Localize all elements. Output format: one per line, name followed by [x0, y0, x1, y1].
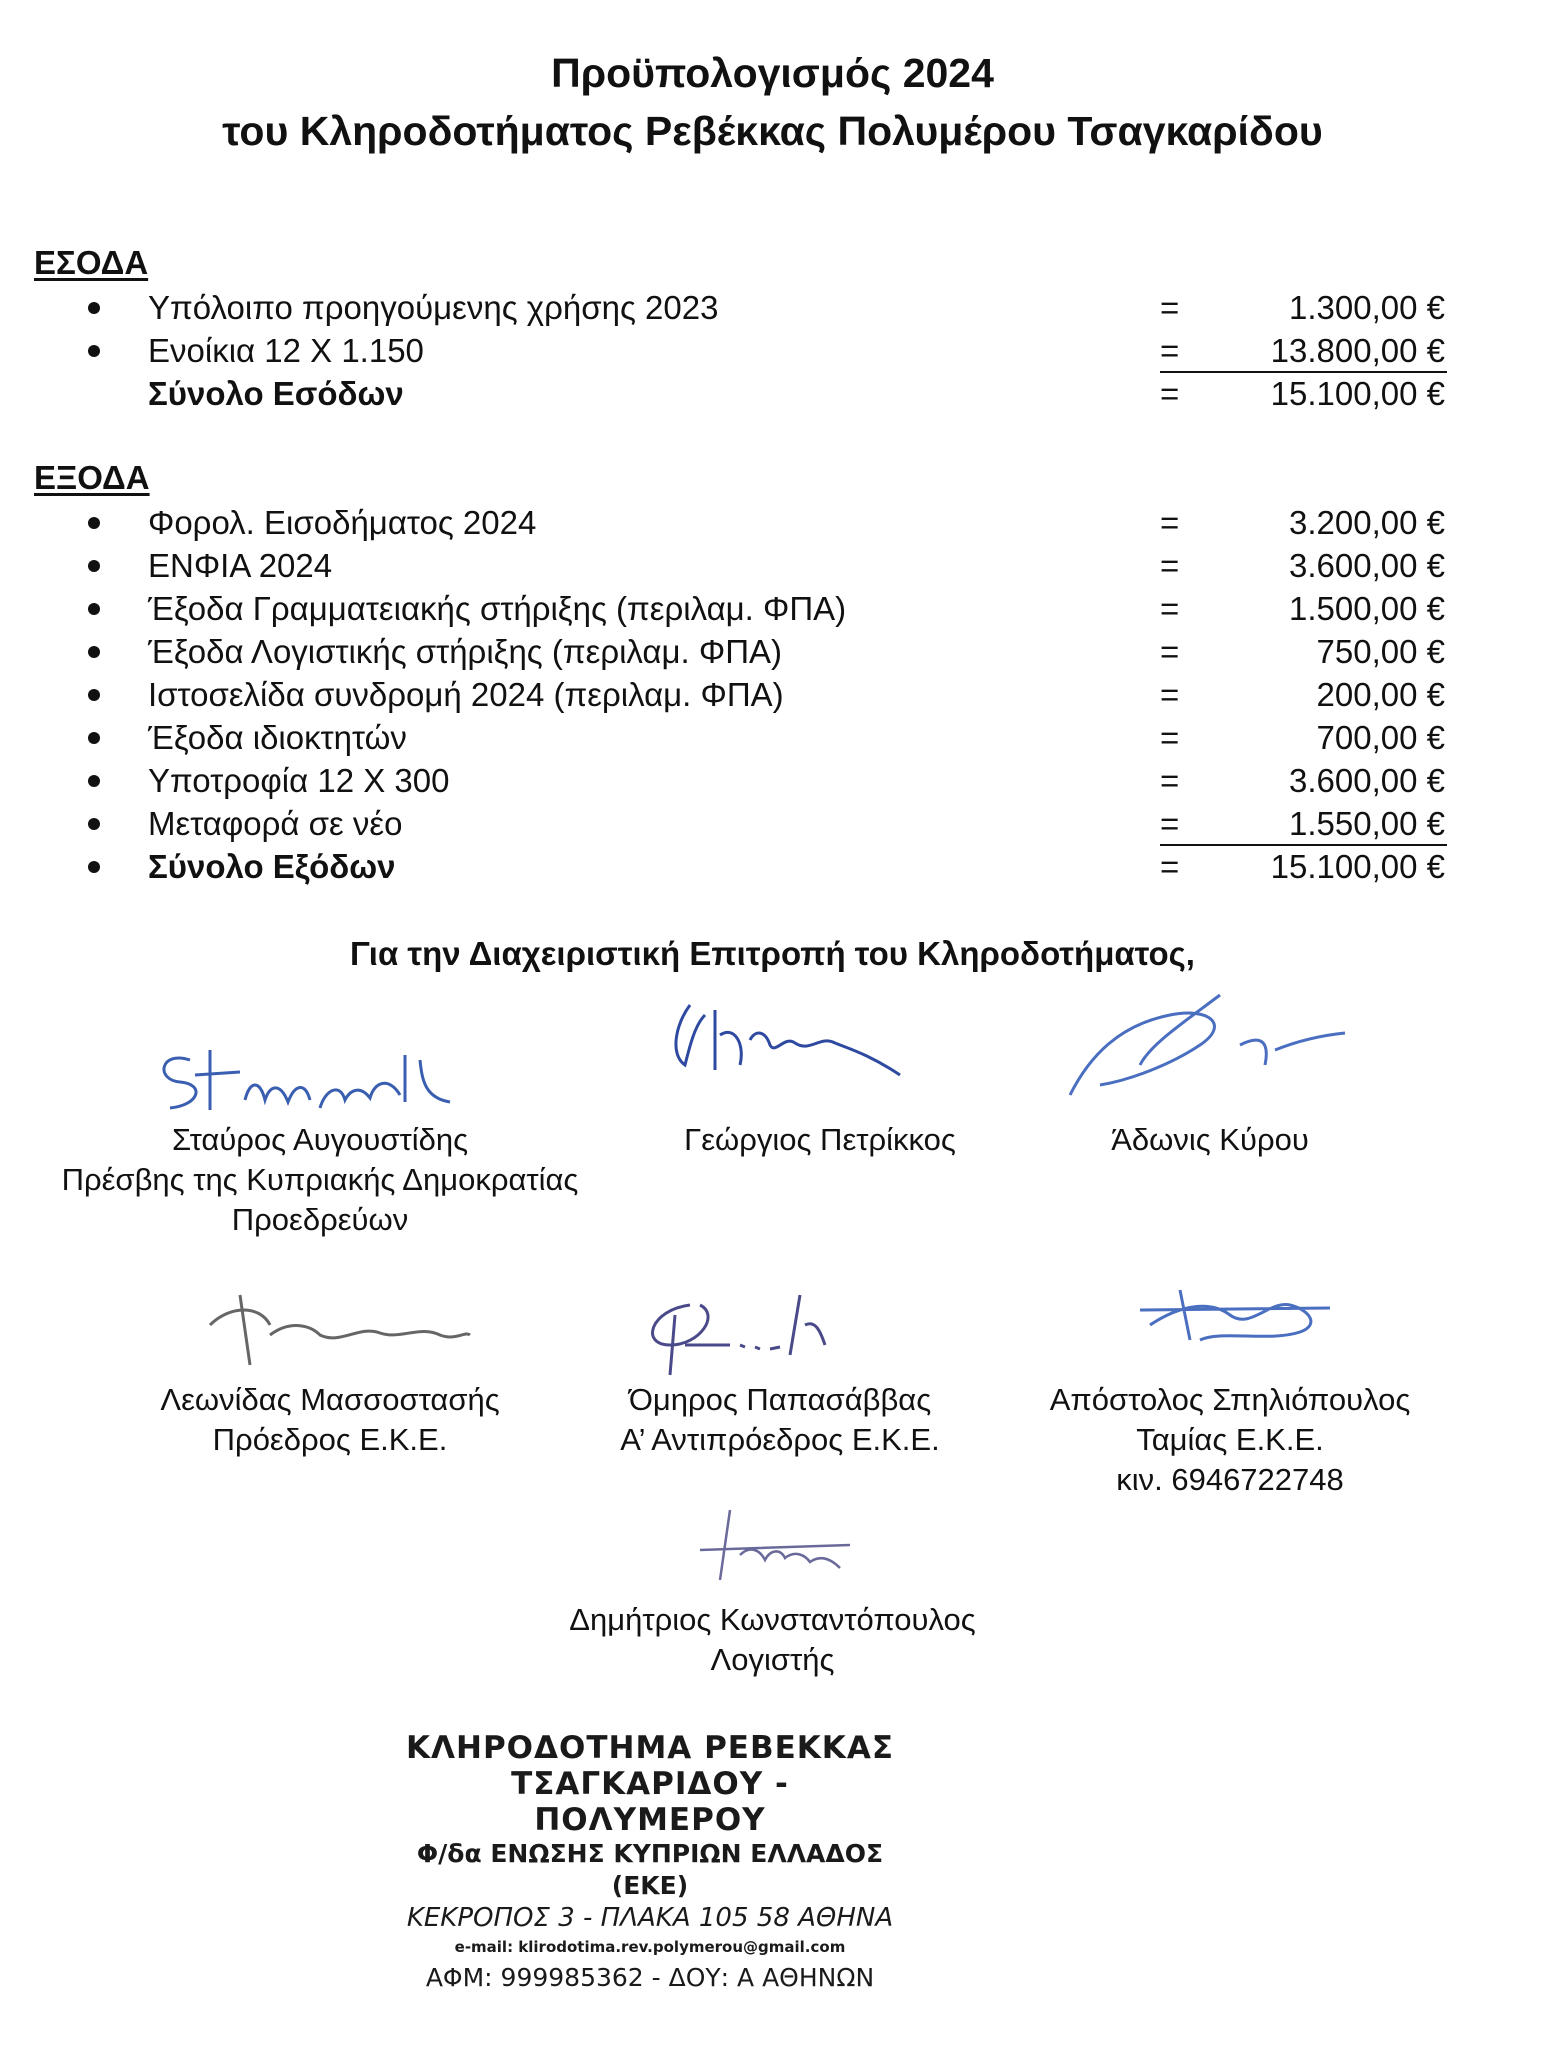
signatory-role: Α’ Αντιπρόεδρος Ε.Κ.Ε. — [620, 1422, 940, 1457]
expense-row — [0, 590, 1545, 638]
signatory-block — [40, 1120, 600, 1240]
subtotal-underline — [1160, 844, 1447, 846]
signatory-name: Απόστολος Σπηλιόπουλος — [1049, 1382, 1411, 1417]
expense-item-label: Έξοδα Γραμματειακής στήριξης (περιλαμ. ΦΠΑ) — [148, 590, 847, 627]
signatory-name: Δημήτριος Κωνσταντόπουλος — [569, 1602, 976, 1637]
equals-sign: = — [1160, 547, 1180, 584]
stamp-line: Φ/δα ΕΝΩΣΗΣ ΚΥΠΡΙΩΝ ΕΛΛΑΔΟΣ (ΕΚΕ) — [416, 1839, 884, 1900]
signature-image — [630, 1275, 870, 1385]
equals-sign: = — [1160, 676, 1180, 713]
bullet-icon — [88, 517, 100, 529]
organization-stamp — [400, 1730, 900, 1996]
income-total-row — [0, 375, 1545, 423]
expense-item-label: Φορολ. Εισοδήματος 2024 — [148, 504, 537, 541]
equals-sign: = — [1160, 332, 1180, 369]
income-item-amount: 1.300,00 € — [1289, 289, 1445, 326]
expense-row — [0, 633, 1545, 681]
expense-row — [0, 762, 1545, 810]
document-subtitle: του Κληροδοτήματος Ρεβέκκας Πολυμέρου Τσαγκαρίδου — [222, 108, 1323, 154]
signature-image — [660, 985, 920, 1095]
signatory-role: Λογιστής — [710, 1642, 835, 1677]
expense-item-label: Έξοδα Λογιστικής στήριξης (περιλαμ. ΦΠΑ) — [148, 633, 783, 670]
expense-item-label: Ιστοσελίδα συνδρομή 2024 (περιλαμ. ΦΠΑ) — [148, 676, 784, 713]
expense-row — [0, 676, 1545, 724]
bullet-icon — [88, 732, 100, 744]
expense-item-label: Μεταφορά σε νέο — [148, 805, 403, 842]
expense-item-amount: 3.600,00 € — [1289, 762, 1445, 799]
equals-sign: = — [1160, 504, 1180, 541]
expense-total-row — [0, 848, 1545, 896]
subtotal-underline — [1160, 371, 1447, 373]
equals-sign: = — [1160, 805, 1180, 842]
income-item-label: Υπόλοιπο προηγούμενης χρήσης 2023 — [148, 289, 719, 326]
equals-sign: = — [1160, 375, 1180, 412]
expense-row — [0, 504, 1545, 552]
expense-item-label: Έξοδα ιδιοκτητών — [148, 719, 407, 756]
expense-total-label: Σύνολο Εξόδων — [148, 848, 396, 885]
signature-image — [1120, 1270, 1360, 1360]
committee-heading: Για την Διαχειριστική Επιτροπή του Κληροδοτήματος, — [350, 935, 1195, 972]
bullet-icon — [88, 861, 100, 873]
income-row — [0, 289, 1545, 337]
expense-item-amount: 1.500,00 € — [1289, 590, 1445, 627]
signatory-block — [1010, 1380, 1450, 1500]
signatory-block — [130, 1380, 530, 1460]
signatory-name: Γεώργιος Πετρίκκος — [684, 1122, 956, 1157]
equals-sign: = — [1160, 633, 1180, 670]
income-row — [0, 332, 1545, 380]
signatory-block — [500, 1600, 1045, 1680]
equals-sign: = — [1160, 848, 1180, 885]
signatory-role: Πρέσβης της Κυπριακής Δημοκρατίας — [61, 1162, 579, 1197]
signatory-name: Όμηρος Παπασάββας — [628, 1382, 932, 1417]
equals-sign: = — [1160, 590, 1180, 627]
income-item-label: Ενοίκια 12 Χ 1.150 — [148, 332, 424, 369]
bullet-icon — [88, 560, 100, 572]
signatory-role: Προεδρεύων — [231, 1202, 409, 1237]
bullet-icon — [88, 818, 100, 830]
stamp-line: ΚΛΗΡΟΔΟΤΗΜΑ ΡΕΒΕΚΚΑΣ — [405, 1730, 894, 1766]
expense-item-label: ΕΝΦΙΑ 2024 — [148, 547, 333, 584]
bullet-icon — [88, 775, 100, 787]
expense-item-amount: 700,00 € — [1316, 719, 1445, 756]
signatory-phone: κιν. 6946722748 — [1116, 1462, 1344, 1497]
signatory-name: Σταύρος Αυγουστίδης — [171, 1122, 469, 1157]
income-total-label: Σύνολο Εσόδων — [148, 375, 404, 412]
equals-sign: = — [1160, 289, 1180, 326]
expense-item-amount: 750,00 € — [1316, 633, 1445, 670]
signatory-name: Άδωνις Κύρου — [1111, 1122, 1309, 1157]
expense-item-amount: 1.550,00 € — [1289, 805, 1445, 842]
bullet-icon — [88, 603, 100, 615]
stamp-line: ΤΣΑΓΚΑΡΙΔΟΥ - ΠΟΛΥΜΕΡΟΥ — [511, 1766, 789, 1838]
signature-image — [200, 1265, 480, 1375]
signatory-block — [640, 1120, 1000, 1160]
document-title: Προϋπολογισμός 2024 — [551, 50, 994, 96]
income-total-amount: 15.100,00 € — [1270, 375, 1445, 412]
income-item-amount: 13.800,00 € — [1270, 332, 1445, 369]
expense-row — [0, 805, 1545, 853]
equals-sign: = — [1160, 762, 1180, 799]
signatory-block — [600, 1380, 960, 1460]
income-heading: ΕΣΟΔΑ — [34, 244, 149, 281]
stamp-email: e-mail: klirodotima.rev.polymerou@gmail.com — [454, 1938, 846, 1956]
signatory-role: Πρόεδρος Ε.Κ.Ε. — [212, 1422, 448, 1457]
bullet-icon — [88, 302, 100, 314]
stamp-line: ΚΕΚΡΟΠΟΣ 3 - ΠΛΑΚΑ 105 58 ΑΘΗΝΑ — [406, 1903, 894, 1933]
bullet-icon — [88, 646, 100, 658]
stamp-tax-id: ΑΦΜ: 999985362 - ΔΟΥ: Α ΑΘΗΝΩΝ — [425, 1963, 875, 1992]
expense-item-amount: 3.600,00 € — [1289, 547, 1445, 584]
expense-item-label: Υποτροφία 12 Χ 300 — [148, 762, 450, 799]
signatory-name: Λεωνίδας Μασσοστασής — [160, 1382, 500, 1417]
expense-item-amount: 3.200,00 € — [1289, 504, 1445, 541]
signature-image — [690, 1500, 870, 1590]
expense-item-amount: 200,00 € — [1316, 676, 1445, 713]
signatory-role: Ταμίας Ε.Κ.Ε. — [1136, 1422, 1324, 1457]
expenses-heading: ΕΞΟΔΑ — [34, 459, 150, 496]
bullet-icon — [88, 689, 100, 701]
bullet-icon — [88, 345, 100, 357]
signatory-block — [1060, 1120, 1360, 1160]
equals-sign: = — [1160, 719, 1180, 756]
signature-image — [150, 1020, 470, 1120]
expense-total-amount: 15.100,00 € — [1270, 848, 1445, 885]
expense-row — [0, 719, 1545, 767]
expense-row — [0, 547, 1545, 595]
signature-image — [1060, 985, 1360, 1115]
